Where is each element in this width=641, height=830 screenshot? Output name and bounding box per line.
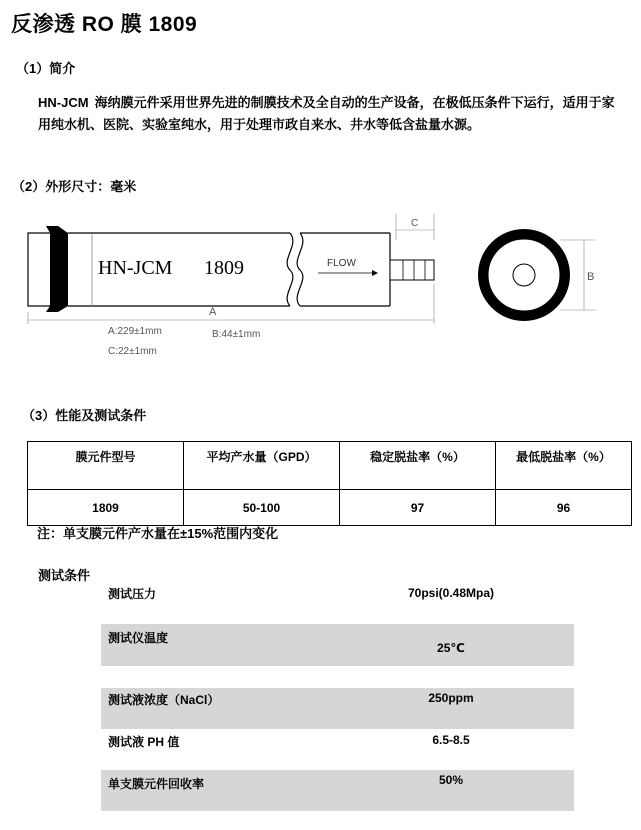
performance-table (27, 441, 632, 526)
condition-row (101, 770, 574, 811)
intro-text: 海纳膜元件采用世界先进的制膜技术及全自动的生产设备，在极低压条件下运行，适用于家用纯水机、医院、实验室纯水，用于处理市政自来水、井水等低含盐量水源。 (38, 95, 615, 132)
condition-row (101, 731, 574, 757)
test-conditions-heading: 测试条件 (38, 568, 91, 583)
condition-label: 测试液浓度（NaCl） (108, 693, 220, 707)
membrane-dimension-diagram (0, 200, 641, 365)
element-label-brand: HN-JCM (98, 257, 173, 279)
table-header-row (28, 442, 632, 490)
dim-b-value: B:44±1mm (212, 329, 261, 340)
end-view (478, 229, 570, 321)
page-title: 反渗透 RO 膜 1809 (11, 13, 198, 36)
section-intro-heading: （1）简介 (16, 61, 76, 76)
dim-b-marker: B (587, 271, 595, 283)
dim-c-value: C:22±1mm (108, 346, 157, 357)
table-note: 注：单支膜元件产水量在±15%范围内变化 (37, 526, 279, 541)
condition-row (101, 624, 574, 666)
outlet-tube (390, 260, 434, 280)
table-cell: 97 (340, 490, 496, 526)
dim-a-value: A:229±1mm (108, 326, 162, 337)
table-header: 膜元件型号 (28, 442, 184, 490)
condition-row (101, 583, 574, 611)
section-performance-heading: （3）性能及测试条件 (22, 408, 147, 423)
flow-label: FLOW (327, 258, 356, 269)
table-header: 稳定脱盐率（%） (340, 442, 496, 490)
table-header: 最低脱盐率（%） (496, 442, 632, 490)
table-cell: 1809 (28, 490, 184, 526)
end-cap (28, 226, 68, 312)
dim-c-marker: C (411, 218, 419, 229)
condition-label: 测试压力 (108, 587, 157, 601)
table-header: 平均产水量（GPD） (184, 442, 340, 490)
condition-label: 测试仪温度 (108, 631, 169, 645)
section-dimensions-heading: （2）外形尺寸：毫米 (12, 179, 137, 194)
condition-value: 70psi(0.48Mpa) (407, 586, 495, 600)
condition-value: 6.5-8.5 (432, 733, 470, 747)
intro-model: HN-JCM (38, 95, 89, 110)
element-label-model: 1809 (204, 257, 244, 279)
table-cell: 50-100 (184, 490, 340, 526)
condition-label: 测试液 PH 值 (108, 735, 180, 749)
table-row (28, 490, 632, 526)
condition-value: 250ppm (428, 691, 474, 705)
condition-row (101, 688, 574, 729)
condition-value: 25℃ (437, 641, 465, 655)
table-cell: 96 (496, 490, 632, 526)
intro-paragraph (38, 92, 623, 136)
condition-label: 单支膜元件回收率 (108, 777, 205, 791)
dim-a-marker: A (209, 306, 217, 318)
condition-value: 50% (438, 773, 464, 787)
